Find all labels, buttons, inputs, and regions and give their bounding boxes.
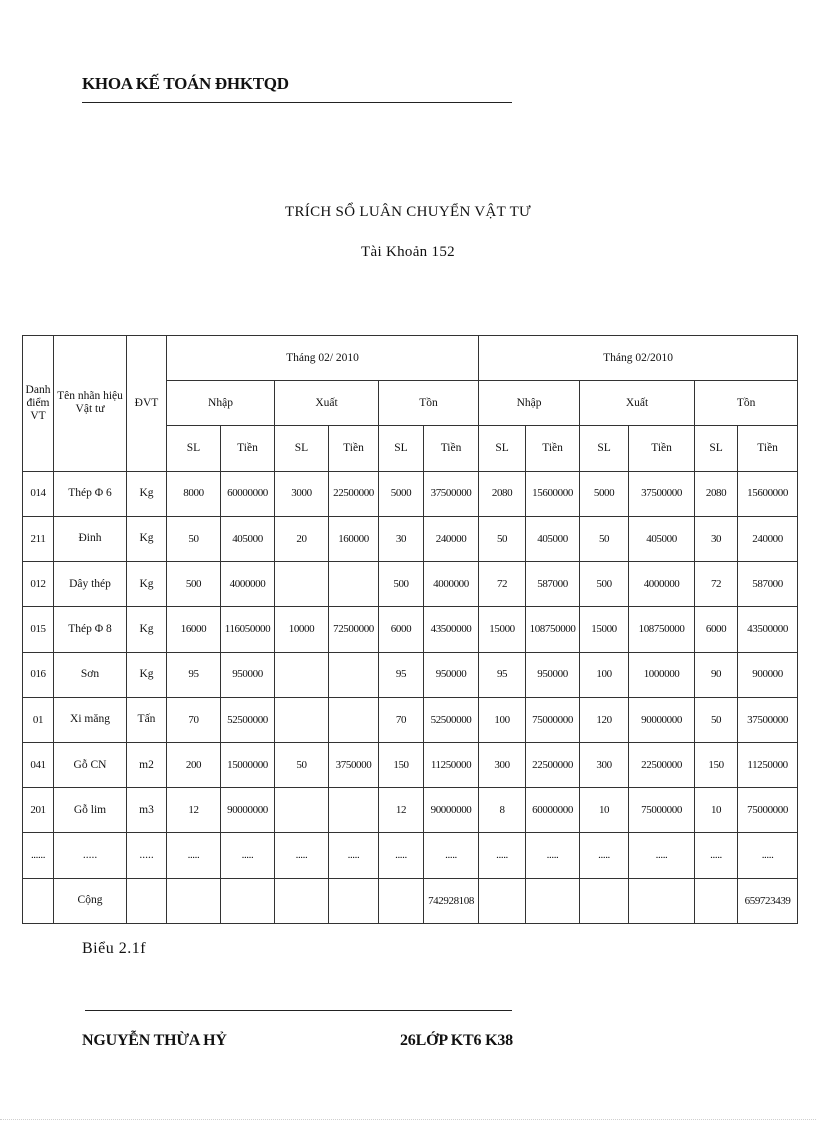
header-qty: SL: [695, 426, 738, 471]
footer-author: NGUYỄN THỪA HỶ: [82, 1032, 227, 1049]
account-subtitle: Tài Khoản 152: [361, 244, 455, 260]
header-qty: SL: [580, 426, 629, 471]
header-period-1: Tháng 02/ 2010: [167, 336, 479, 381]
total-label: Cộng: [54, 878, 127, 923]
qty-cell: 5000: [379, 471, 424, 516]
header-qty: SL: [379, 426, 424, 471]
header-export-1: Xuất: [275, 381, 379, 426]
total-row: [23, 878, 798, 923]
total-stock-1: 742928108: [424, 878, 479, 923]
amount-cell: 240000: [738, 516, 798, 561]
qty-cell: 50: [479, 516, 526, 561]
qty-cell: [275, 788, 329, 833]
qty-cell: 3000: [275, 471, 329, 516]
qty-cell: 90: [695, 652, 738, 697]
total-stock-2: 659723439: [738, 878, 798, 923]
qty-cell: 10: [580, 788, 629, 833]
amount-cell: 15600000: [526, 471, 580, 516]
table-row: [23, 743, 798, 788]
amount-cell: 90000000: [424, 788, 479, 833]
row-code: 211: [23, 516, 54, 561]
header-amount: Tiền: [424, 426, 479, 471]
row-unit: m2: [127, 743, 167, 788]
qty-cell: 10000: [275, 607, 329, 652]
qty-cell: 72: [695, 562, 738, 607]
qty-cell: 95: [479, 652, 526, 697]
row-unit: Kg: [127, 652, 167, 697]
amount-cell: 108750000: [526, 607, 580, 652]
amount-cell: [329, 652, 379, 697]
qty-cell: 20: [275, 516, 329, 561]
footer-page-class: 26LỚP KT6 K38: [400, 1032, 513, 1049]
table-row: [23, 833, 798, 878]
row-code: 015: [23, 607, 54, 652]
amount-cell: 4000000: [629, 562, 695, 607]
amount-cell: .....: [329, 833, 379, 878]
page-bottom-dotted-line: [0, 1119, 816, 1120]
header-qty: SL: [167, 426, 221, 471]
qty-cell: [275, 697, 329, 742]
qty-cell: .....: [275, 833, 329, 878]
qty-cell: 5000: [580, 471, 629, 516]
row-name: Xi măng: [54, 697, 127, 742]
header-amount: Tiền: [526, 426, 580, 471]
qty-cell: 70: [167, 697, 221, 742]
header-amount: Tiền: [629, 426, 695, 471]
qty-cell: 50: [580, 516, 629, 561]
qty-cell: .....: [379, 833, 424, 878]
row-name: Dây thép: [54, 562, 127, 607]
qty-cell: 70: [379, 697, 424, 742]
amount-cell: 75000000: [629, 788, 695, 833]
qty-cell: .....: [580, 833, 629, 878]
amount-cell: 43500000: [738, 607, 798, 652]
qty-cell: 15000: [580, 607, 629, 652]
amount-cell: 15000000: [221, 743, 275, 788]
qty-cell: 10: [695, 788, 738, 833]
table-row: [23, 652, 798, 697]
qty-cell: 8: [479, 788, 526, 833]
amount-cell: 950000: [424, 652, 479, 697]
row-code: ......: [23, 833, 54, 878]
qty-cell: 72: [479, 562, 526, 607]
header-stock-2: Tồn: [695, 381, 798, 426]
amount-cell: 11250000: [424, 743, 479, 788]
amount-cell: 37500000: [738, 697, 798, 742]
row-unit: m3: [127, 788, 167, 833]
amount-cell: .....: [526, 833, 580, 878]
header-name: Tên nhãn hiệu Vật tư: [54, 336, 127, 472]
qty-cell: .....: [695, 833, 738, 878]
header-import-1: Nhập: [167, 381, 275, 426]
table-row: [23, 788, 798, 833]
footer-rule: [85, 1010, 512, 1011]
header-qty: SL: [479, 426, 526, 471]
total-code: [23, 878, 54, 923]
amount-cell: 52500000: [221, 697, 275, 742]
amount-cell: .....: [424, 833, 479, 878]
amount-cell: 75000000: [526, 697, 580, 742]
figure-note: Biểu 2.1f: [82, 940, 147, 957]
amount-cell: 11250000: [738, 743, 798, 788]
header-stock-1: Tồn: [379, 381, 479, 426]
row-name: Thép Φ 6: [54, 471, 127, 516]
amount-cell: 4000000: [221, 562, 275, 607]
amount-cell: 108750000: [629, 607, 695, 652]
header-unit: ĐVT: [127, 336, 167, 472]
amount-cell: 900000: [738, 652, 798, 697]
amount-cell: 22500000: [629, 743, 695, 788]
amount-cell: 43500000: [424, 607, 479, 652]
amount-cell: 240000: [424, 516, 479, 561]
row-name: Thép Φ 8: [54, 607, 127, 652]
qty-cell: 30: [695, 516, 738, 561]
amount-cell: 60000000: [221, 471, 275, 516]
amount-cell: [329, 562, 379, 607]
amount-cell: 405000: [526, 516, 580, 561]
qty-cell: 50: [695, 697, 738, 742]
header-qty: SL: [275, 426, 329, 471]
header-export-2: Xuất: [580, 381, 695, 426]
qty-cell: 50: [275, 743, 329, 788]
qty-cell: 30: [379, 516, 424, 561]
amount-cell: 160000: [329, 516, 379, 561]
header-import-2: Nhập: [479, 381, 580, 426]
row-code: 012: [23, 562, 54, 607]
row-unit: Kg: [127, 562, 167, 607]
qty-cell: 12: [167, 788, 221, 833]
qty-cell: 2080: [695, 471, 738, 516]
qty-cell: 6000: [379, 607, 424, 652]
row-name: Gỗ CN: [54, 743, 127, 788]
header-amount: Tiền: [221, 426, 275, 471]
qty-cell: 2080: [479, 471, 526, 516]
header-amount: Tiền: [738, 426, 798, 471]
amount-cell: 116050000: [221, 607, 275, 652]
row-name: Gỗ lim: [54, 788, 127, 833]
amount-cell: 90000000: [629, 697, 695, 742]
qty-cell: 15000: [479, 607, 526, 652]
header-rule: [82, 102, 512, 103]
row-code: 014: [23, 471, 54, 516]
row-name: Đinh: [54, 516, 127, 561]
row-unit: Kg: [127, 471, 167, 516]
row-code: 01: [23, 697, 54, 742]
total-unit: [127, 878, 167, 923]
qty-cell: 6000: [695, 607, 738, 652]
header-amount: Tiền: [329, 426, 379, 471]
amount-cell: 22500000: [329, 471, 379, 516]
row-unit: Tấn: [127, 697, 167, 742]
qty-cell: 500: [167, 562, 221, 607]
table-row: [23, 516, 798, 561]
qty-cell: 100: [580, 652, 629, 697]
amount-cell: 60000000: [526, 788, 580, 833]
row-code: 041: [23, 743, 54, 788]
row-unit: .....: [127, 833, 167, 878]
row-name: Sơn: [54, 652, 127, 697]
table-row: [23, 471, 798, 516]
amount-cell: 37500000: [424, 471, 479, 516]
amount-cell: 90000000: [221, 788, 275, 833]
qty-cell: 500: [379, 562, 424, 607]
document-title: TRÍCH SỔ LUÂN CHUYỂN VẬT TƯ: [285, 204, 531, 220]
amount-cell: 22500000: [526, 743, 580, 788]
qty-cell: 500: [580, 562, 629, 607]
row-unit: Kg: [127, 516, 167, 561]
amount-cell: [329, 788, 379, 833]
qty-cell: 300: [580, 743, 629, 788]
table-row: [23, 697, 798, 742]
amount-cell: 1000000: [629, 652, 695, 697]
qty-cell: 150: [695, 743, 738, 788]
row-code: 016: [23, 652, 54, 697]
qty-cell: 100: [479, 697, 526, 742]
row-name: .....: [54, 833, 127, 878]
qty-cell: 12: [379, 788, 424, 833]
amount-cell: 15600000: [738, 471, 798, 516]
qty-cell: 150: [379, 743, 424, 788]
amount-cell: 405000: [221, 516, 275, 561]
amount-cell: 37500000: [629, 471, 695, 516]
qty-cell: 200: [167, 743, 221, 788]
qty-cell: 300: [479, 743, 526, 788]
qty-cell: 95: [167, 652, 221, 697]
amount-cell: 3750000: [329, 743, 379, 788]
qty-cell: [275, 652, 329, 697]
row-code: 201: [23, 788, 54, 833]
qty-cell: 8000: [167, 471, 221, 516]
institution-header: KHOA KẾ TOÁN ĐHKTQD: [82, 74, 289, 93]
amount-cell: .....: [629, 833, 695, 878]
qty-cell: 120: [580, 697, 629, 742]
amount-cell: [329, 697, 379, 742]
header-period-2: Tháng 02/2010: [479, 336, 798, 381]
qty-cell: 95: [379, 652, 424, 697]
qty-cell: .....: [479, 833, 526, 878]
amount-cell: 950000: [221, 652, 275, 697]
row-unit: Kg: [127, 607, 167, 652]
amount-cell: .....: [221, 833, 275, 878]
ledger-table: [22, 335, 798, 924]
qty-cell: 50: [167, 516, 221, 561]
qty-cell: .....: [167, 833, 221, 878]
amount-cell: 75000000: [738, 788, 798, 833]
amount-cell: 4000000: [424, 562, 479, 607]
amount-cell: 405000: [629, 516, 695, 561]
table-row: [23, 607, 798, 652]
qty-cell: [275, 562, 329, 607]
amount-cell: 587000: [738, 562, 798, 607]
amount-cell: .....: [738, 833, 798, 878]
amount-cell: 72500000: [329, 607, 379, 652]
amount-cell: 587000: [526, 562, 580, 607]
table-row: [23, 562, 798, 607]
amount-cell: 52500000: [424, 697, 479, 742]
header-code: Danh điểm VT: [23, 336, 54, 472]
amount-cell: 950000: [526, 652, 580, 697]
qty-cell: 16000: [167, 607, 221, 652]
